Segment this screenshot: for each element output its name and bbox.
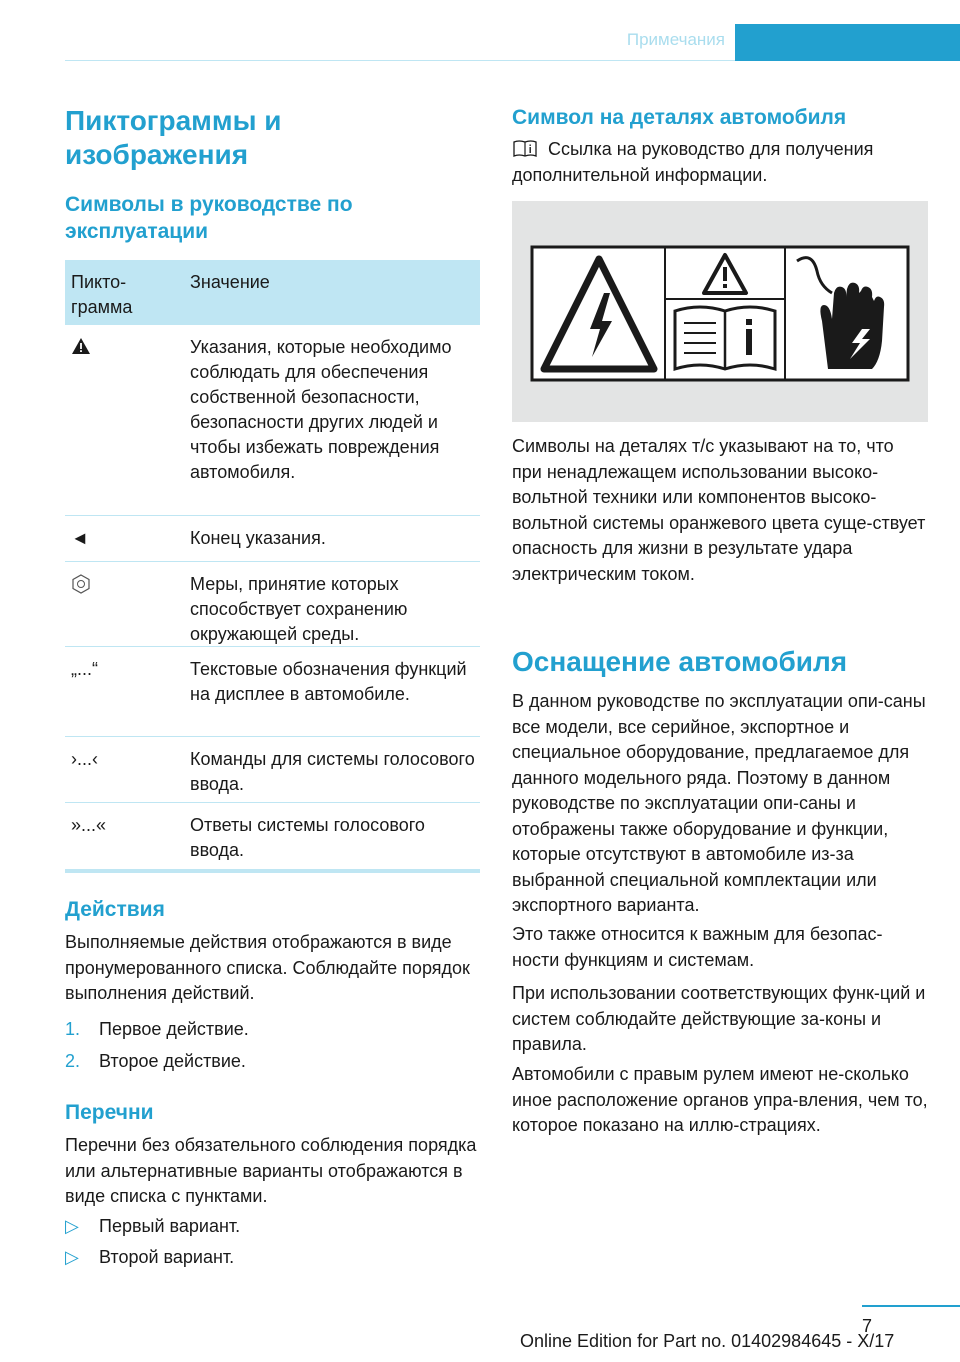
high-voltage-label-image [512,201,928,422]
table-cell-symbol: »...« [71,815,107,835]
symbol-text: Символы на деталях т/с указывают на то, что при ненадлежащем использовании высоко-вольтной техники или компонентов высоко-вольтной системы оранжевого цвета суще-ствует опасность для жизни в результате удара электрическим током. [512,436,926,584]
page-title: Пиктограммы и изображения [65,105,282,170]
equipment-paragraph: Это также относится к важным для безопас-ности функциям и системам. [512,924,883,970]
table-cell-meaning: Ответы системы голосового ввода. [190,815,425,860]
equipment-paragraph: Автомобили с правым рулем имеют не-сколько иное расположение органов упра-вления, чем то, которое показано на иллю-страциях. [512,1064,928,1135]
table-header [65,260,480,325]
actions-heading: Действия [65,898,165,921]
bullet-icon: ▷ [65,1216,79,1236]
equipment-paragraph: В данном руководстве по эксплуатации опи-саны все модели, все серийное, экспортное и специальное оборудование, предлагаемое для данного модельного ряда. Поэтому в данном руководстве по эксплуатации опи-саны и отображены также оборудование и функции, которые отсутствуют в автомобиле из-за выбранной специальной комплектации или экспортного варианта. [512,691,926,915]
actions-text: Выполняемые действия отображаются в виде пронумерованного списка. Соблюдайте порядок выполнения действий. [65,932,470,1003]
list-item-text: Первый вариант. [99,1216,241,1236]
warning-triangle-icon [71,337,181,362]
footer-rule [862,1305,960,1307]
col-header-meaning: Значение [190,272,270,292]
table-row [65,562,480,647]
pictogram-table [65,260,480,873]
table-cell-meaning: Указания, которые необходимо соблюдать для обеспечения собственной безопасности, безопасности других людей и чтобы избежать повреждения автомобиля. [190,337,452,482]
bullet-icon: ▷ [65,1247,79,1267]
table-cell-symbol: ›...‹ [71,749,98,769]
header-rule [65,60,735,61]
lists-text: Перечни без обязательного соблюдения порядка или альтернативные варианты отображаются в виде списка с пунктами. [65,1135,477,1206]
symbol-intro: Ссылка на руководство для получения дополнительной информации. [512,139,874,185]
table-row [65,516,480,562]
lists-heading: Перечни [65,1101,154,1124]
list-item-text: Второе действие. [99,1051,246,1071]
edition-text: Online Edition for Part no. 01402984645 - X/17 [520,1331,895,1351]
symbol-heading: Символ на деталях автомобиля [512,106,847,129]
table-row [65,737,480,803]
list-number: 1. [65,1019,81,1039]
environment-icon [71,574,181,601]
manual-reference-icon [512,139,538,164]
table-row [65,325,480,516]
section-title: Примечания [626,30,725,49]
table-cell-meaning: Меры, принятие которых способствует сохранению окружающей среды. [190,574,408,644]
table-cell-meaning: Текстовые обозначения функций на дисплее в автомобиле. [190,659,467,704]
section-tab [735,24,960,61]
equipment-heading: Оснащение автомобиля [512,646,848,677]
table-row [65,803,480,873]
table-cell-symbol: „...“ [71,659,98,679]
table-cell-meaning: Конец указания. [190,528,326,548]
table-cell-meaning: Команды для системы голосового ввода. [190,749,475,794]
table-cell-symbol: ◄ [71,528,89,548]
col-header-pictogram: Пикто-грамма [71,272,133,317]
list-number: 2. [65,1051,81,1071]
equipment-paragraph: При использовании соответствующих функ-ций и систем соблюдайте действующие за-коны и правила. [512,983,926,1054]
table-row [65,647,480,737]
list-item-text: Второй вариант. [99,1247,235,1267]
list-item-text: Первое действие. [99,1019,249,1039]
subtitle: Символы в руководстве по эксплуатации [65,193,353,243]
page-number: 7 [862,1316,873,1336]
